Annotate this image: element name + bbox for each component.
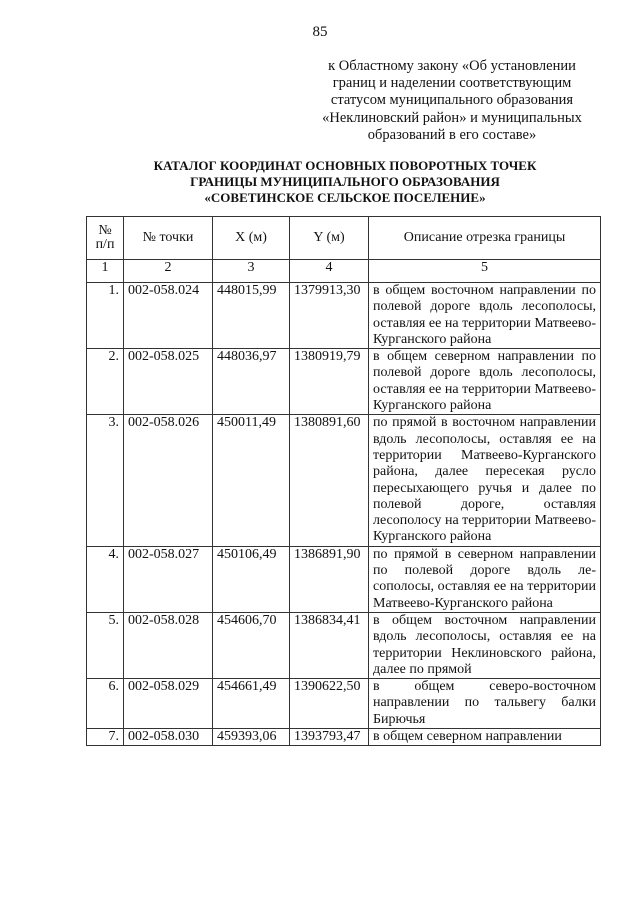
header-y: Y (м) xyxy=(290,217,369,260)
row-number: 3. xyxy=(87,415,124,546)
segment-description: в общем северном направлении xyxy=(369,729,601,746)
segment-description: в общем северо-восточном направлении по тальвегу балки Бирючья xyxy=(369,679,601,729)
title-line: КАТАЛОГ КООРДИНАТ ОСНОВНЫХ ПОВОРОТНЫХ ТОЧЕК xyxy=(153,158,537,173)
header-num-line2: п/п xyxy=(95,237,115,252)
y-coordinate: 1390622,50 xyxy=(290,679,369,729)
row-number: 7. xyxy=(87,729,124,746)
point-id: 002-058.029 xyxy=(124,679,213,729)
point-id: 002-058.030 xyxy=(124,729,213,746)
header-point-number: № точки xyxy=(124,217,213,260)
x-coordinate: 454606,70 xyxy=(213,612,290,678)
appendix-line: к Областному закону «Об установлении xyxy=(328,58,576,74)
x-coordinate: 450106,49 xyxy=(213,546,290,612)
table-header-row xyxy=(87,217,601,260)
column-number: 5 xyxy=(369,260,601,283)
title-line: «СОВЕТИНСКОЕ СЕЛЬСКОЕ ПОСЕЛЕНИЕ» xyxy=(204,190,486,205)
x-coordinate: 448015,99 xyxy=(213,283,290,349)
y-coordinate: 1380919,79 xyxy=(290,349,369,415)
x-coordinate: 450011,49 xyxy=(213,415,290,546)
y-coordinate: 1386891,90 xyxy=(290,546,369,612)
coordinates-table xyxy=(86,216,601,746)
table-row xyxy=(87,546,601,612)
column-number: 4 xyxy=(290,260,369,283)
column-number: 2 xyxy=(124,260,213,283)
table-row xyxy=(87,612,601,678)
appendix-line: «Неклиновский район» и муниципальных xyxy=(322,109,582,126)
appendix-reference xyxy=(312,58,592,144)
x-coordinate: 454661,49 xyxy=(213,679,290,729)
point-id: 002-058.025 xyxy=(124,349,213,415)
segment-description: в общем северном направлении по полевой дороге вдоль лесополосы, оставляя ее на территории Матвеево-Курганского района xyxy=(369,349,601,415)
segment-description: в общем восточном направлении по полевой дороге вдоль лесополосы, оставляя ее на территории Матвеево-Курганского района xyxy=(369,283,601,349)
row-number: 4. xyxy=(87,546,124,612)
x-coordinate: 459393,06 xyxy=(213,729,290,746)
header-num-line1: № xyxy=(98,223,112,238)
point-id: 002-058.028 xyxy=(124,612,213,678)
table-row xyxy=(87,679,601,729)
y-coordinate: 1386834,41 xyxy=(290,612,369,678)
x-coordinate: 448036,97 xyxy=(213,349,290,415)
row-number: 6. xyxy=(87,679,124,729)
segment-description: по прямой в восточном направлении вдоль лесополосы, оставляя ее на территории Матвеево-Курганского района, далее пересекая русло пересыхающего ручья и далее по полевой дороге, оставляя лесополосу на территории Матвеево-Курганского района xyxy=(369,415,601,546)
point-id: 002-058.026 xyxy=(124,415,213,546)
column-number-row xyxy=(87,260,601,283)
row-number: 1. xyxy=(87,283,124,349)
table-row xyxy=(87,283,601,349)
column-number: 3 xyxy=(213,260,290,283)
table-row xyxy=(87,349,601,415)
header-row-number xyxy=(87,217,124,260)
y-coordinate: 1380891,60 xyxy=(290,415,369,546)
page-number: 85 xyxy=(312,24,328,40)
y-coordinate: 1393793,47 xyxy=(290,729,369,746)
segment-description: по прямой в северном направлении по полевой дороге вдоль лесополосы, оставляя ее на территории Матвеево-Курганского района xyxy=(369,546,601,612)
catalog-title xyxy=(80,158,610,206)
table-row xyxy=(87,415,601,546)
y-coordinate: 1379913,30 xyxy=(290,283,369,349)
column-number: 1 xyxy=(87,260,124,283)
table-row xyxy=(87,729,601,746)
title-line: ГРАНИЦЫ МУНИЦИПАЛЬНОГО ОБРАЗОВАНИЯ xyxy=(190,174,500,189)
point-id: 002-058.024 xyxy=(124,283,213,349)
segment-description: в общем восточном направлении вдоль лесополосы, оставляя ее на территории Неклиновского района, далее по прямой xyxy=(369,612,601,678)
header-x: X (м) xyxy=(213,217,290,260)
appendix-line: статусом муниципального образования xyxy=(330,92,574,109)
header-description: Описание отрезка границы xyxy=(369,217,601,260)
row-number: 2. xyxy=(87,349,124,415)
appendix-line: границ и наделении соответствующим xyxy=(332,75,572,92)
appendix-line: образований в его составе» xyxy=(367,126,537,143)
point-id: 002-058.027 xyxy=(124,546,213,612)
row-number: 5. xyxy=(87,612,124,678)
